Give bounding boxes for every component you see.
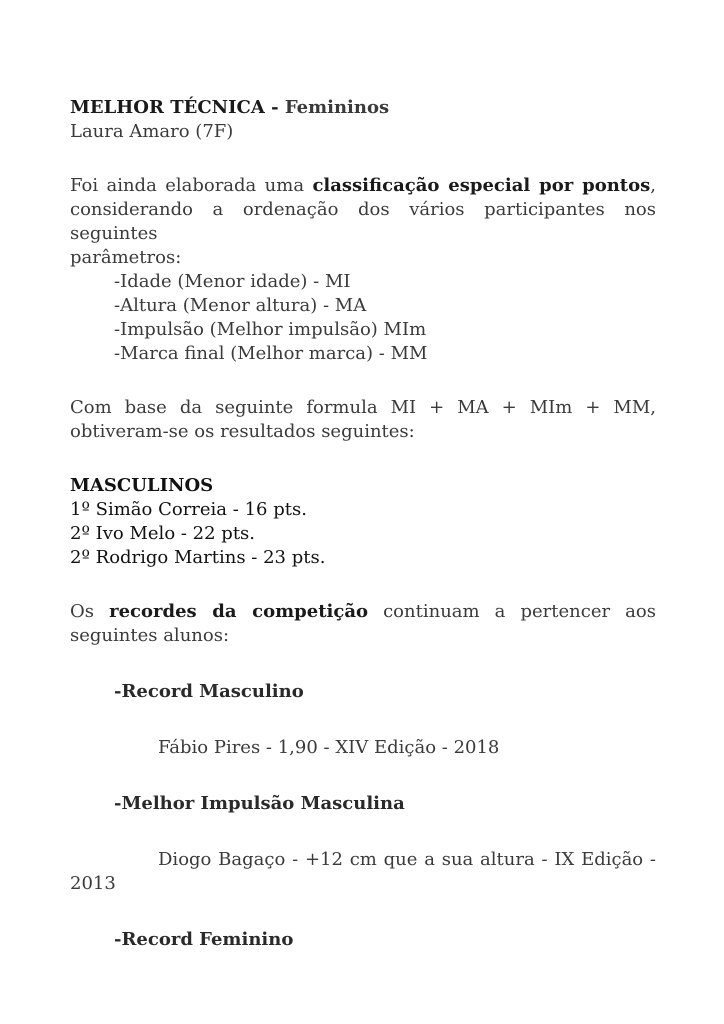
records-intro-paragraph bbox=[70, 600, 656, 648]
formula-paragraph bbox=[70, 396, 656, 444]
formula-line-2: obtiveram-se os resultados seguintes: bbox=[70, 421, 415, 442]
masculinos-title: MASCULINOS bbox=[70, 475, 214, 496]
best-technique-heading bbox=[70, 96, 656, 120]
best-technique-category: Femininos bbox=[284, 97, 390, 118]
records-intro-pre: Os bbox=[70, 601, 94, 622]
record-title: -Record Masculino bbox=[114, 681, 304, 702]
record-title: -Record Feminino bbox=[114, 929, 294, 950]
special-classification-line-1 bbox=[70, 174, 656, 198]
parameter-item: -Idade (Menor idade) - MI bbox=[114, 271, 351, 292]
special-classification-pre: Foi ainda elaborada uma bbox=[70, 175, 305, 196]
result-item: 2º Rodrigo Martins - 23 pts. bbox=[70, 547, 326, 568]
best-technique-winner: Laura Amaro (7F) bbox=[70, 121, 234, 142]
parameter-item: -Altura (Menor altura) - MA bbox=[114, 295, 367, 316]
parameter-item: -Impulsão (Melhor impulsão) MIm bbox=[114, 319, 427, 340]
record-title: -Melhor Impulsão Masculina bbox=[114, 793, 405, 814]
records-intro-post: continuam a pertencer aos bbox=[383, 601, 656, 622]
result-item: 1º Simão Correia - 16 pts. bbox=[70, 499, 307, 520]
record-detail: Fábio Pires - 1,90 - XIV Edição - 2018 bbox=[158, 737, 500, 758]
special-classification-paragraph bbox=[70, 174, 656, 270]
records-intro-line-1 bbox=[70, 600, 656, 624]
special-classification-comma: , bbox=[650, 175, 656, 196]
parameter-item: -Marca final (Melhor marca) - MM bbox=[114, 343, 428, 364]
document-page bbox=[70, 96, 656, 952]
formula-line-1: Com base da seguinte formula MI + MA + MIm + MM, bbox=[70, 397, 656, 418]
records-intro-line-2: seguintes alunos: bbox=[70, 625, 230, 646]
record-detail-paragraph bbox=[70, 848, 656, 896]
result-item: 2º Ivo Melo - 22 pts. bbox=[70, 523, 256, 544]
records-intro-bold: recordes da competição bbox=[109, 601, 368, 622]
record-detail: Diogo Bagaço - +12 cm que a sua altura - IX Edição - bbox=[158, 849, 656, 870]
special-classification-line-3: parâmetros: bbox=[70, 247, 182, 268]
special-classification-line-2: considerando a ordenação dos vários participantes nos seguintes bbox=[70, 199, 656, 244]
best-technique-title: MELHOR TÉCNICA - bbox=[70, 97, 279, 118]
record-detail-continuation: 2013 bbox=[70, 873, 116, 894]
special-classification-bold: classificação especial por pontos bbox=[312, 175, 651, 196]
